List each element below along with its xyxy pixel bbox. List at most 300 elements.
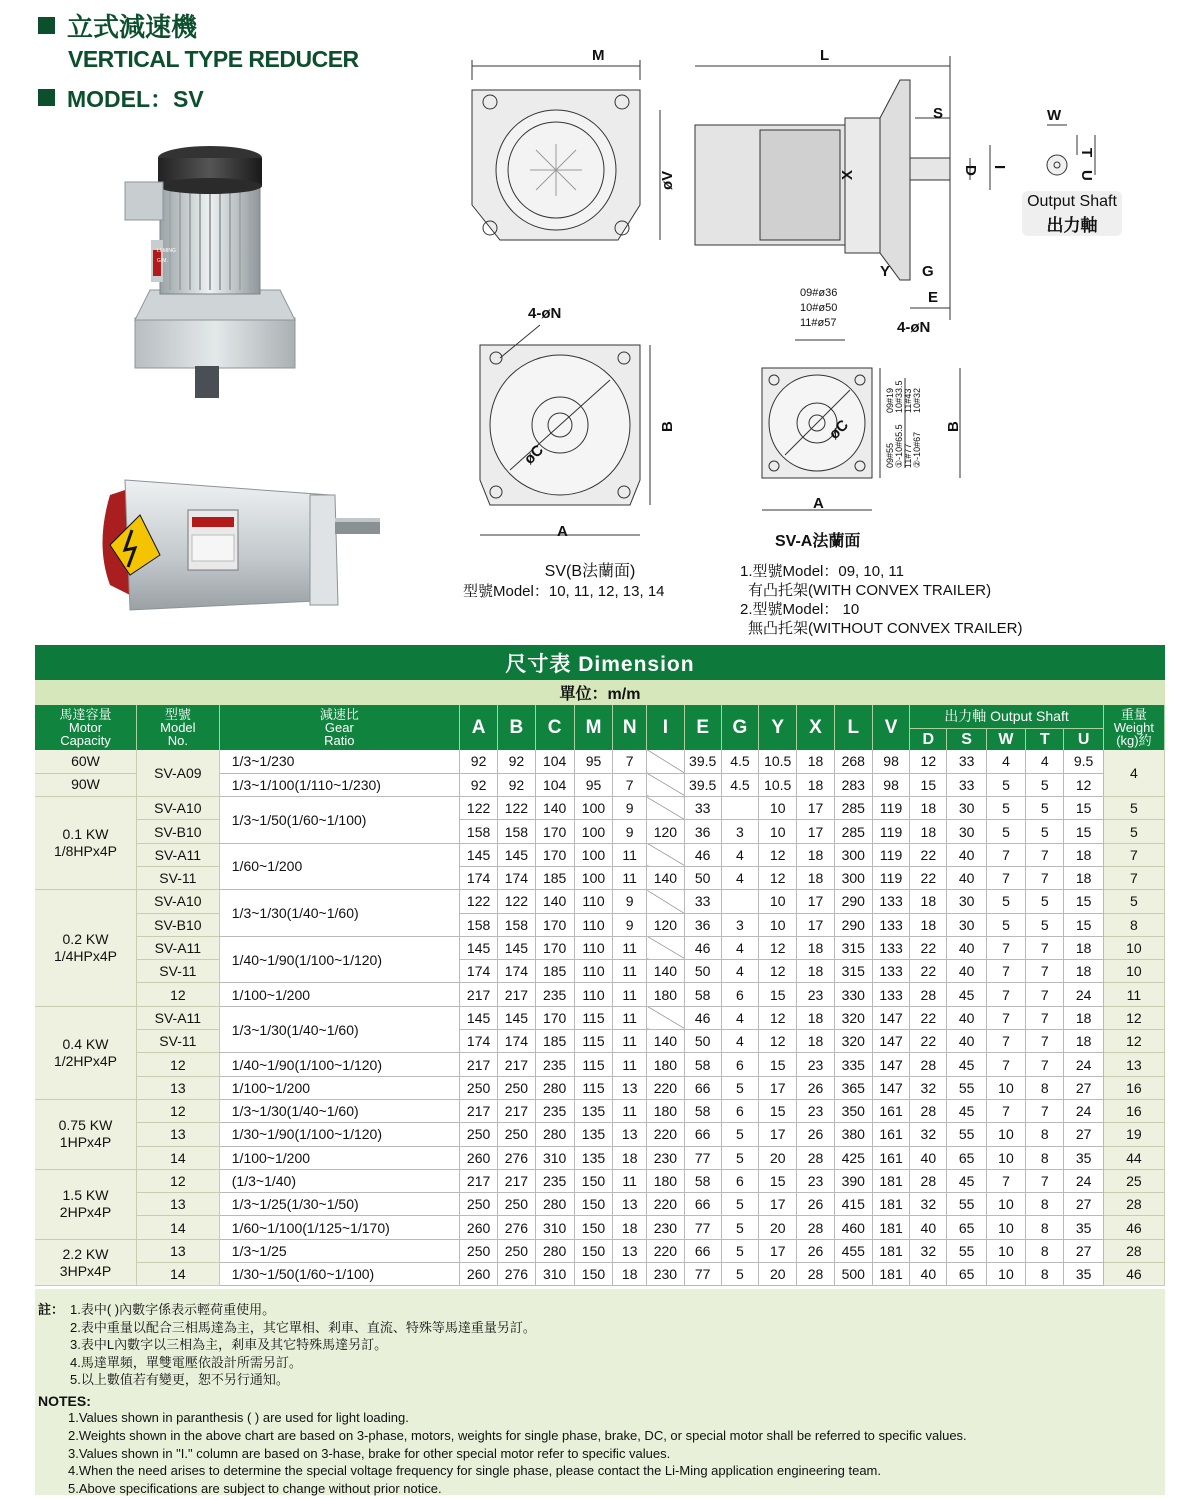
capacity-cell: 60W <box>35 750 136 773</box>
model-cell: 12 <box>136 1099 219 1122</box>
value-cell: 17 <box>797 820 834 843</box>
value-cell: 7 <box>1026 866 1064 889</box>
table-row <box>35 1239 1165 1262</box>
value-cell: 15 <box>759 1099 797 1122</box>
weight-cell: 12 <box>1103 1030 1164 1053</box>
a-flange-a-label: A <box>813 495 824 512</box>
value-cell: 217 <box>498 983 535 1006</box>
zh-note: 2.表中重量以配合三相馬達為主，其它單相、剎車、直流、特殊等馬達重量另訂。 <box>70 1319 536 1335</box>
capacity-line: 1HPx4P <box>59 1134 112 1151</box>
model-cell: 14 <box>136 1263 219 1286</box>
value-cell: 4 <box>721 936 758 959</box>
value-cell: 170 <box>535 913 574 936</box>
value-cell: 145 <box>498 936 535 959</box>
value-cell: 11 <box>613 983 647 1006</box>
value-cell: 9 <box>613 890 647 913</box>
header-model-line: 型號 <box>164 707 191 722</box>
value-cell: 7 <box>1026 1169 1064 1192</box>
value-cell: 28 <box>797 1216 834 1239</box>
title-zh-row <box>38 10 359 40</box>
value-cell: 120 <box>647 820 684 843</box>
a-flange-right-dim-2a: 09#55 <box>885 442 895 468</box>
zh-note-row <box>38 1301 1165 1319</box>
value-cell: 23 <box>797 1099 834 1122</box>
value-cell: 174 <box>498 960 535 983</box>
header-dim-i: I <box>647 705 684 750</box>
table-row <box>35 983 1165 1006</box>
value-cell: 180 <box>647 1099 684 1122</box>
value-cell: 217 <box>459 983 497 1006</box>
weight-cell: 25 <box>1103 1169 1164 1192</box>
ratio-cell: 1/100~1/200 <box>219 1076 459 1099</box>
notes-en-label: NOTES: <box>38 1392 91 1409</box>
value-cell: 217 <box>498 1053 535 1076</box>
value-cell: 5 <box>721 1216 758 1239</box>
value-cell: 13 <box>613 1076 647 1099</box>
table-title: 尺寸表 Dimension <box>35 645 1165 680</box>
value-cell: 335 <box>834 1053 872 1076</box>
value-cell: 77 <box>684 1216 721 1239</box>
value-cell: 140 <box>647 960 684 983</box>
value-cell: 230 <box>647 1146 684 1169</box>
value-cell: 40 <box>910 1263 947 1286</box>
value-cell: 32 <box>910 1193 947 1216</box>
value-cell: 365 <box>834 1076 872 1099</box>
value-cell: 7 <box>986 960 1025 983</box>
model-cell: 12 <box>136 1169 219 1192</box>
weight-cell: 13 <box>1103 1053 1164 1076</box>
model-cell: 13 <box>136 1076 219 1099</box>
value-cell: 10 <box>759 890 797 913</box>
value-cell: 158 <box>498 913 535 936</box>
header-dim-x: X <box>797 705 834 750</box>
zh-note: 4.馬達單頻，單雙電壓依設計所需另訂。 <box>70 1354 302 1370</box>
ratio-cell: 1/3~1/25 <box>219 1239 459 1262</box>
capacity-line: 1/2HPx4P <box>53 1052 117 1069</box>
value-cell: 66 <box>684 1123 721 1146</box>
value-cell: 7 <box>986 1099 1025 1122</box>
value-cell: 12 <box>1064 773 1103 796</box>
value-cell: 18 <box>1064 960 1103 983</box>
model-cell: SV-11 <box>136 1030 219 1053</box>
dim-label-i: I <box>991 165 1008 170</box>
value-cell: 5 <box>1026 890 1064 913</box>
value-cell: 27 <box>1064 1076 1103 1099</box>
model-cell: 13 <box>136 1123 219 1146</box>
table-row <box>35 1263 1165 1286</box>
value-cell: 147 <box>872 1030 909 1053</box>
value-cell: 217 <box>459 1099 497 1122</box>
header-weight-line: (kg)約 <box>1116 733 1152 748</box>
value-cell: 330 <box>834 983 872 1006</box>
value-cell: 11 <box>613 1169 647 1192</box>
dim-label-l: L <box>820 47 830 64</box>
weight-cell: 5 <box>1103 820 1164 843</box>
ratio-cell: 1/30~1/90(1/100~1/120) <box>219 1123 459 1146</box>
value-cell: 5 <box>986 820 1025 843</box>
value-cell: 39.5 <box>684 750 721 773</box>
ratio-cell: 1/40~1/90(1/100~1/120) <box>219 1053 459 1076</box>
value-cell: 12 <box>759 1030 797 1053</box>
value-cell: 7 <box>613 773 647 796</box>
value-cell: 23 <box>797 1169 834 1192</box>
empty-cell <box>647 936 684 959</box>
value-cell: 26 <box>797 1193 834 1216</box>
value-cell: 140 <box>535 797 574 820</box>
value-cell: 92 <box>498 750 535 773</box>
zh-note-row <box>38 1319 1165 1337</box>
model-cell: SV-B10 <box>136 820 219 843</box>
value-cell: 40 <box>947 936 986 959</box>
value-cell: 5 <box>1026 820 1064 843</box>
weight-cell: 7 <box>1103 866 1164 889</box>
en-notes <box>38 1409 1165 1498</box>
empty-cell <box>647 1006 684 1029</box>
value-cell: 4.5 <box>721 773 758 796</box>
bullet-square-icon <box>38 17 55 34</box>
value-cell: 45 <box>947 1099 986 1122</box>
header-dim-l: L <box>834 705 872 750</box>
capacity-cell <box>35 1169 136 1239</box>
a-flange-note-1b: 有凸托架(WITH CONVEX TRAILER) <box>748 582 992 599</box>
value-cell: 161 <box>872 1146 909 1169</box>
value-cell: 95 <box>574 773 612 796</box>
table-row <box>35 1006 1165 1029</box>
header-ratio-line: Gear <box>324 720 354 735</box>
value-cell: 6 <box>721 1169 758 1192</box>
a-flange-note-1: 1.型號Model：09, 10, 11 <box>740 563 904 580</box>
value-cell: 181 <box>872 1169 909 1192</box>
value-cell: 10 <box>986 1263 1025 1286</box>
value-cell: 147 <box>872 1076 909 1099</box>
header-capacity <box>35 705 136 750</box>
model-cell: 12 <box>136 1053 219 1076</box>
value-cell: 32 <box>910 1076 947 1099</box>
value-cell: 7 <box>986 983 1025 1006</box>
value-cell: 10 <box>986 1216 1025 1239</box>
zh-notes <box>38 1301 1165 1389</box>
value-cell: 18 <box>910 820 947 843</box>
value-cell: 320 <box>834 1006 872 1029</box>
value-cell: 5 <box>721 1123 758 1146</box>
value-cell: 5 <box>986 773 1025 796</box>
value-cell: 217 <box>498 1169 535 1192</box>
value-cell: 11 <box>613 936 647 959</box>
value-cell: 12 <box>910 750 947 773</box>
value-cell: 77 <box>684 1263 721 1286</box>
zh-note: 5.以上數值若有變更，恕不另行通知。 <box>70 1372 289 1388</box>
value-cell: 18 <box>797 936 834 959</box>
value-cell: 92 <box>459 750 497 773</box>
value-cell: 7 <box>1026 936 1064 959</box>
page-header <box>38 10 359 114</box>
value-cell: 11 <box>613 1053 647 1076</box>
value-cell: 10 <box>759 913 797 936</box>
value-cell: 10 <box>986 1193 1025 1216</box>
value-cell: 40 <box>947 1006 986 1029</box>
value-cell: 95 <box>574 750 612 773</box>
value-cell: 185 <box>535 1030 574 1053</box>
value-cell: 28 <box>910 983 947 1006</box>
table-row <box>35 960 1165 983</box>
value-cell: 147 <box>872 1053 909 1076</box>
weight-cell: 46 <box>1103 1216 1164 1239</box>
a-flange-top-dim-2: 10#ø50 <box>800 302 838 314</box>
value-cell: 180 <box>647 983 684 1006</box>
value-cell: 110 <box>574 983 612 1006</box>
value-cell: 235 <box>535 1099 574 1122</box>
dim-label-v: øV <box>659 170 676 190</box>
value-cell: 7 <box>1026 1053 1064 1076</box>
model-cell: 12 <box>136 983 219 1006</box>
value-cell: 18 <box>797 960 834 983</box>
notes-zh-label: 註： <box>38 1302 65 1317</box>
ratio-cell: 1/3~1/30(1/40~1/60) <box>219 1099 459 1122</box>
value-cell: 145 <box>459 936 497 959</box>
ratio-cell: 1/40~1/90(1/100~1/120) <box>219 936 459 983</box>
a-flange-note-2b: 無凸托架(WITHOUT CONVEX TRAILER) <box>748 620 1023 637</box>
value-cell: 150 <box>574 1169 612 1192</box>
empty-cell <box>647 843 684 866</box>
value-cell: 110 <box>574 936 612 959</box>
weight-cell: 4 <box>1103 750 1164 797</box>
value-cell: 32 <box>910 1239 947 1262</box>
dim-label-s: S <box>933 105 944 122</box>
value-cell: 92 <box>459 773 497 796</box>
value-cell: 147 <box>872 1006 909 1029</box>
value-cell: 500 <box>834 1263 872 1286</box>
value-cell: 24 <box>1064 1099 1103 1122</box>
zh-note: 1.表中( )內數字係表示輕荷重使用。 <box>70 1302 276 1317</box>
value-cell: 6 <box>721 1099 758 1122</box>
value-cell: 32 <box>910 1123 947 1146</box>
a-flange-right-dim-2c: 11#77 <box>903 443 913 468</box>
value-cell: 28 <box>797 1263 834 1286</box>
value-cell: 15 <box>1064 890 1103 913</box>
value-cell: 58 <box>684 1099 721 1122</box>
table-row <box>35 1146 1165 1169</box>
table-row <box>35 1169 1165 1192</box>
value-cell: 9.5 <box>1064 750 1103 773</box>
zh-note-row <box>38 1336 1165 1354</box>
capacity-cell <box>35 1239 136 1286</box>
header-dim-c: C <box>535 705 574 750</box>
value-cell: 46 <box>684 936 721 959</box>
value-cell: 315 <box>834 936 872 959</box>
value-cell: 235 <box>535 983 574 1006</box>
table-row <box>35 1123 1165 1146</box>
value-cell: 12 <box>759 843 797 866</box>
en-note: 4.When the need arises to determine the special voltage frequency for single phase, please contact the Li-Ming application engineering team. <box>68 1463 881 1479</box>
value-cell: 15 <box>1064 913 1103 936</box>
value-cell: 18 <box>1064 1006 1103 1029</box>
value-cell: 145 <box>459 843 497 866</box>
table-unit: 單位：m/m <box>35 680 1165 705</box>
a-flange-right-dim-2b: ①-10#65.5 <box>894 424 904 468</box>
value-cell: 39.5 <box>684 773 721 796</box>
value-cell: 22 <box>910 843 947 866</box>
value-cell: 8 <box>1026 1123 1064 1146</box>
dim-label-e: E <box>928 289 939 306</box>
value-cell: 285 <box>834 820 872 843</box>
value-cell: 181 <box>872 1216 909 1239</box>
b-flange-a-label: A <box>557 523 568 540</box>
value-cell: 9 <box>613 820 647 843</box>
value-cell: 22 <box>910 960 947 983</box>
capacity-line: 3HPx4P <box>59 1262 112 1279</box>
output-shaft-zh: 出力軸 <box>1046 216 1098 235</box>
value-cell: 30 <box>947 890 986 913</box>
value-cell: 28 <box>910 1169 947 1192</box>
value-cell: 66 <box>684 1076 721 1099</box>
value-cell: 30 <box>947 820 986 843</box>
table-row <box>35 1193 1165 1216</box>
value-cell: 310 <box>535 1146 574 1169</box>
table-body <box>35 750 1165 1286</box>
capacity-line: 1/4HPx4P <box>53 948 117 965</box>
value-cell: 230 <box>647 1216 684 1239</box>
value-cell: 290 <box>834 890 872 913</box>
value-cell: 100 <box>574 843 612 866</box>
value-cell: 122 <box>498 890 535 913</box>
value-cell: 280 <box>535 1123 574 1146</box>
value-cell: 250 <box>498 1076 535 1099</box>
empty-cell <box>647 773 684 796</box>
value-cell: 135 <box>574 1123 612 1146</box>
capacity-cell <box>35 1099 136 1169</box>
value-cell: 10 <box>986 1123 1025 1146</box>
value-cell: 161 <box>872 1123 909 1146</box>
vertical-plate-label-2: G.M. <box>157 258 168 264</box>
weight-cell: 10 <box>1103 960 1164 983</box>
table-row <box>35 1076 1165 1099</box>
value-cell: 220 <box>647 1193 684 1216</box>
value-cell: 7 <box>986 1053 1025 1076</box>
value-cell: 122 <box>459 797 497 820</box>
value-cell: 45 <box>947 1169 986 1192</box>
value-cell: 8 <box>1026 1239 1064 1262</box>
model-cell: 14 <box>136 1216 219 1239</box>
model-cell: SV-A10 <box>136 890 219 913</box>
value-cell: 30 <box>947 913 986 936</box>
header-dim-v: V <box>872 705 909 750</box>
value-cell: 250 <box>459 1193 497 1216</box>
value-cell: 18 <box>1064 936 1103 959</box>
weight-cell: 5 <box>1103 797 1164 820</box>
value-cell: 170 <box>535 1006 574 1029</box>
ratio-cell: 1/3~1/30(1/40~1/60) <box>219 890 459 937</box>
capacity-cell: 90W <box>35 773 136 796</box>
model-row <box>38 81 359 114</box>
weight-cell: 7 <box>1103 843 1164 866</box>
value-cell: 65 <box>947 1263 986 1286</box>
header-ratio <box>219 705 459 750</box>
value-cell: 268 <box>834 750 872 773</box>
value-cell: 320 <box>834 1030 872 1053</box>
model-cell: SV-A10 <box>136 797 219 820</box>
capacity-cell <box>35 797 136 890</box>
weight-cell: 11 <box>1103 983 1164 1006</box>
value-cell: 40 <box>947 866 986 889</box>
value-cell: 17 <box>759 1193 797 1216</box>
value-cell: 20 <box>759 1146 797 1169</box>
header-ratio-line: 減速比 <box>319 707 359 722</box>
value-cell: 7 <box>986 866 1025 889</box>
value-cell: 145 <box>498 843 535 866</box>
value-cell: 15 <box>759 983 797 1006</box>
value-cell: 158 <box>459 913 497 936</box>
value-cell: 174 <box>459 960 497 983</box>
en-note: 5.Above specifications are subject to change without prior notice. <box>68 1481 442 1497</box>
value-cell: 5 <box>986 913 1025 936</box>
value-cell: 11 <box>613 1030 647 1053</box>
value-cell: 5 <box>721 1146 758 1169</box>
value-cell: 24 <box>1064 983 1103 1006</box>
value-cell: 15 <box>910 773 947 796</box>
b-flange-b-label: B <box>659 421 676 432</box>
empty-cell <box>647 750 684 773</box>
value-cell: 185 <box>535 960 574 983</box>
value-cell: 5 <box>721 1076 758 1099</box>
b-flange-caption: SV(B法蘭面) <box>544 563 636 580</box>
value-cell: 18 <box>797 1006 834 1029</box>
value-cell: 119 <box>872 843 909 866</box>
b-flange-models: 型號Model：10, 11, 12, 13, 14 <box>463 583 665 600</box>
value-cell: 12 <box>759 1006 797 1029</box>
value-cell: 13 <box>613 1239 647 1262</box>
value-cell: 174 <box>498 1030 535 1053</box>
header-model-line: No. <box>167 733 188 748</box>
dimension-table <box>35 705 1165 1286</box>
value-cell: 26 <box>797 1123 834 1146</box>
a-flange-c-label: øC <box>825 416 852 443</box>
value-cell: 24 <box>1064 1053 1103 1076</box>
value-cell: 46 <box>684 1006 721 1029</box>
header-model <box>136 705 219 750</box>
vertical-reducer-photo <box>115 140 305 410</box>
value-cell: 122 <box>459 890 497 913</box>
value-cell: 310 <box>535 1263 574 1286</box>
value-cell: 170 <box>535 820 574 843</box>
weight-cell: 5 <box>1103 890 1164 913</box>
value-cell: 140 <box>647 866 684 889</box>
a-flange-holes-label: 4-øN <box>897 319 931 336</box>
value-cell: 260 <box>459 1146 497 1169</box>
value-cell: 45 <box>947 1053 986 1076</box>
value-cell: 315 <box>834 960 872 983</box>
value-cell: 4 <box>721 960 758 983</box>
a-flange-right-dim-1d: 10#32 <box>912 387 922 413</box>
table-row <box>35 1030 1165 1053</box>
capacity-line: 2.2 KW <box>62 1245 109 1262</box>
value-cell: 3 <box>721 820 758 843</box>
dim-label-t: T <box>1078 148 1095 158</box>
en-note: 1.Values shown in paranthesis ( ) are used for light loading. <box>68 1409 409 1425</box>
ratio-cell: (1/3~1/40) <box>219 1169 459 1192</box>
value-cell: 8 <box>1026 1263 1064 1286</box>
notes-zh-spacer <box>38 1354 70 1372</box>
value-cell: 98 <box>872 750 909 773</box>
value-cell: 390 <box>834 1169 872 1192</box>
header-shaft-w: W <box>986 728 1025 750</box>
dim-label-m: M <box>592 47 605 64</box>
header-dim-e: E <box>684 705 721 750</box>
table-row <box>35 936 1165 959</box>
a-flange-top-dim-1: 09#ø36 <box>800 287 838 299</box>
value-cell: 276 <box>498 1216 535 1239</box>
value-cell: 18 <box>1064 843 1103 866</box>
a-flange-caption: SV-A法蘭面 <box>775 533 861 550</box>
